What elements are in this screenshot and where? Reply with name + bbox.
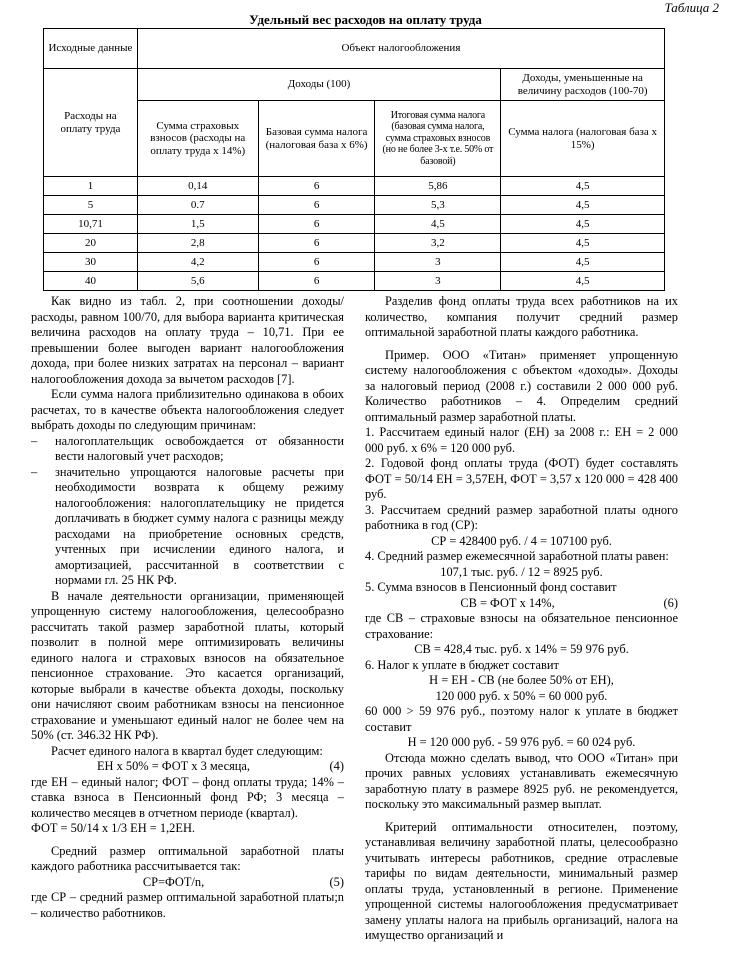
- paragraph: Критерий оптимальности относителен, поэтому, устанавливая величину заработной платы, целесообразно учитывать интересы работников, средние отраслевые тарифы по видам деятельности, минимальный размер оплаты труда, установленный в регионе. Применение упрощенной системы налогообложения предусматривает замену уплаты налога на прибыль организаций, налога на имущество организаций и: [365, 819, 678, 942]
- table-cell: 4,5: [501, 196, 665, 215]
- formula-text: СВ = 428,4 тыс. руб. х 14% = 59 976 руб.: [414, 642, 629, 656]
- paragraph: Если сумма налога приблизительно одинакова в обоих расчетах, то в качестве объекта налогообложения следует выбрать доходы по следующим причинам:: [31, 387, 344, 432]
- formula-6: [365, 596, 678, 612]
- table-cell: 1: [44, 177, 138, 196]
- table-cell: 6: [258, 234, 375, 253]
- table-cell: 3: [375, 272, 501, 291]
- table-row: [44, 272, 665, 291]
- paragraph: 2. Годовой фонд оплаты труда (ФОТ) будет составлять ФОТ = 50/14 ЕН = 3,57ЕН, ФОТ = 3,57 х 120 000 = 428 400 руб.: [365, 456, 678, 501]
- paragraph: Средний размер оптимальной заработной платы каждого работника рассчитывается так:: [31, 843, 344, 873]
- paragraph: ФОТ = 50/14 х 1/3 ЕН = 1,2ЕН.: [31, 821, 195, 835]
- table-cell: 6: [258, 196, 375, 215]
- paragraph: 1. Рассчитаем единый налог (ЕН) за 2008 г.: ЕН = 2 000 000 руб. х 6% = 120 000 руб.: [365, 425, 678, 455]
- table-cell: 4,5: [375, 215, 501, 234]
- formula-text: СР = 428400 руб. / 4 = 107100 руб.: [431, 533, 612, 548]
- header-expenses: Расходы на оплату труда: [44, 69, 138, 177]
- table-cell: 4,2: [137, 253, 258, 272]
- table-cell: 5,86: [375, 177, 501, 196]
- table-cell: 6: [258, 272, 375, 291]
- formula-number: (6): [663, 595, 678, 610]
- table-cell: 4,5: [501, 177, 665, 196]
- table-cell: 30: [44, 253, 138, 272]
- table-cell: 6: [258, 253, 375, 272]
- header-total-tax: Итоговая сумма налога (базовая сумма налога, сумма страховых взносов (но не более 3-х т.е. 50% от базовой): [375, 101, 501, 177]
- formula-text: 107,1 тыс. руб. / 12 = 8925 руб.: [440, 564, 603, 579]
- header-income: Доходы (100): [137, 69, 500, 101]
- table-title: Удельный вес расходов на оплату труда: [249, 12, 482, 27]
- dash-marker: –: [31, 433, 38, 448]
- table-cell: 4,5: [501, 272, 665, 291]
- header-object: Объект налогообложения: [137, 29, 664, 69]
- header-insurance: Сумма страховых взносов (расходы на оплату труда х 14%): [137, 101, 258, 177]
- table-cell: 3: [375, 253, 501, 272]
- left-column: [31, 294, 344, 921]
- paragraph: где ЕН – единый налог; ФОТ – фонд оплаты труда; 14% – ставка взноса в Пенсионный фонд РФ; 3 месяца – количество месяцев в отчетном периоде (квартал).: [31, 774, 344, 820]
- paragraph: Как видно из табл. 2, при соотношении доходы/расходы, равном 100/70, для выбора варианта критическая величина расходов на оплату труда – 10,71. При ее превышении более выгоден вариант налогообложения дохода, при более низких затратах на персонал – вариант налогообложения дохода за вычетом расходов [7].: [31, 294, 344, 386]
- table-cell: 4,5: [501, 234, 665, 253]
- table-cell: 4,5: [501, 253, 665, 272]
- data-table: [43, 28, 665, 291]
- paragraph: Расчет единого налога в квартал будет следующим:: [51, 743, 323, 758]
- formula-number: (4): [329, 759, 344, 773]
- table-cell: 1,5: [137, 215, 258, 234]
- table-cell: 40: [44, 272, 138, 291]
- table-cell: 6: [258, 215, 375, 234]
- header-income-minus: Доходы, уменьшенные на величину расходов (100-70): [501, 69, 665, 101]
- header-source: Исходные данные: [44, 29, 138, 69]
- table-cell: 4,5: [501, 215, 665, 234]
- paragraph: В начале деятельности организации, применяющей упрощенную систему налогообложения, целесообразно рассчитать такой размер заработной платы, который позволит в полной мере оптимизировать величины единого налога и страховых взносов на обязательное пенсионное страхование. Это касается организаций, которые выбрали в качестве объекта доходы, поскольку они начисляют своим работникам взносы на пенсионное страхование и уменьшают единый налог не более чем на 50% (ст. 346.32 НК РФ).: [31, 588, 344, 742]
- table-row: [44, 177, 665, 196]
- table-cell: 3,2: [375, 234, 501, 253]
- paragraph: Разделив фонд оплаты труда всех работников на их количество, компания получит средний размер оптимальной заработной платы каждого работника.: [365, 294, 678, 339]
- paragraph: Отсюда можно сделать вывод, что ООО «Титан» при прочих равных условиях устанавливать ежемесячную заработную плату в размере 8925 руб. не рекомендуется, поскольку это максимальный размер выплат.: [365, 750, 678, 811]
- paragraph: Пример. ООО «Титан» применяет упрощенную систему налогообложения с объектом «доходы». Доходы за налоговый период (2008 г.) составили 2 000 000 руб. Количество работников – 4. Определим средний оптимальный размер заработной платы.: [365, 347, 678, 424]
- table-row: [44, 196, 665, 215]
- paragraph: 60 000 > 59 976 руб., поэтому налог к уплате в бюджет составит: [365, 704, 678, 734]
- table-row: [44, 234, 665, 253]
- table-row: [44, 215, 665, 234]
- formula-text: СВ = ФОТ х 14%,: [460, 595, 555, 610]
- table-label: Таблица 2: [664, 0, 719, 15]
- formula-5: [31, 875, 344, 891]
- list-item-text: значительно упрощаются налоговые расчеты при необходимости возврата к общему режиму налогообложения: налогоплательщику не придется доплачивать в бюджет сумму налога с разницы между расходами на приобретение основных средств, учтенных при исчислении единого налога, и амортизацией, рассчитанной в соответствии с нормами гл. 25 НК РФ.: [55, 464, 344, 587]
- dash-marker: –: [31, 464, 38, 479]
- table-cell: 5,6: [137, 272, 258, 291]
- list-item-text: налогоплательщик освобождается от обязанности вести налоговый учет расходов;: [55, 433, 344, 463]
- table-cell: 5: [44, 196, 138, 215]
- paragraph: 6. Налог к уплате в бюджет составит: [365, 657, 559, 672]
- formula-4: [31, 759, 344, 775]
- table-row: [44, 253, 665, 272]
- table-cell: 6: [258, 177, 375, 196]
- formula-number: (5): [329, 874, 344, 889]
- paragraph: 4. Средний размер ежемесячной заработной платы равен:: [365, 549, 669, 563]
- right-column: [365, 294, 678, 944]
- table-cell: 2,8: [137, 234, 258, 253]
- formula-text: СР=ФОТ/n,: [142, 874, 205, 889]
- formula-text: ЕН х 50% = ФОТ х 3 месяца,: [96, 759, 251, 773]
- paragraph: 3. Рассчитаем средний размер заработной платы одного работника в год (СР):: [365, 502, 678, 532]
- formula-text: Н = 120 000 руб. - 59 976 руб. = 60 024 руб.: [407, 735, 636, 749]
- table-cell: 5,3: [375, 196, 501, 215]
- formula-text: 120 000 руб. х 50% = 60 000 руб.: [435, 688, 608, 703]
- table-cell: 0.7: [137, 196, 258, 215]
- header-base-tax: Базовая сумма налога (налоговая база х 6%): [258, 101, 375, 177]
- table-cell: 0,14: [137, 177, 258, 196]
- paragraph: где СР – средний размер оптимальной заработной платы;n – количество работников.: [31, 890, 344, 920]
- paragraph: где СВ – страховые взносы на обязательное пенсионное страхование:: [365, 611, 678, 641]
- header-tax-15: Сумма налога (налоговая база х 15%): [501, 101, 665, 177]
- table-cell: 10,71: [44, 215, 138, 234]
- list-item: [31, 465, 344, 589]
- paragraph: 5. Сумма взносов в Пенсионный фонд составит: [365, 580, 617, 594]
- list-item: [31, 434, 344, 465]
- formula-text: Н = ЕН - СВ (не более 50% от ЕН),: [429, 673, 614, 687]
- table-cell: 20: [44, 234, 138, 253]
